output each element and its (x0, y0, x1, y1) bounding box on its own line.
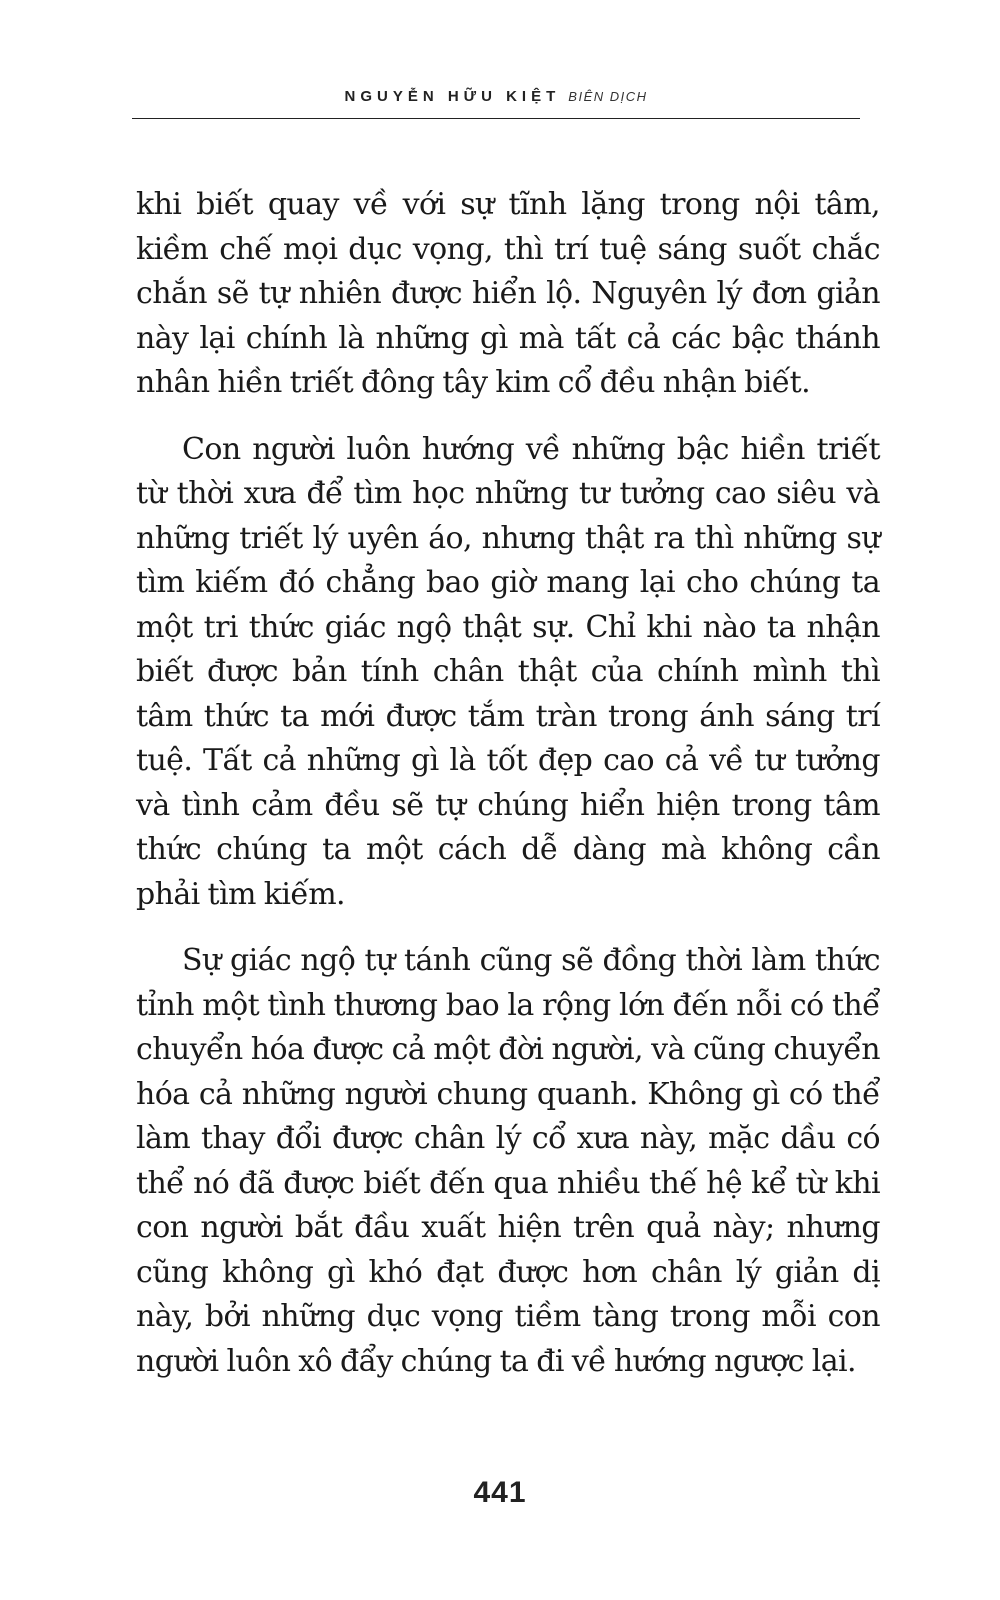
header-line (344, 88, 647, 106)
header-author-name: NGUYỄN HỮU KIỆT (344, 88, 561, 105)
paragraph-continued: khi biết quay về với sự tĩnh lặng trong nội tâm, kiềm chế mọi dục vọng, thì trí tuệ sáng suốt chắc chắn sẽ tự nhiên được hiển lộ. Nguyên lý đơn giản này lại chính là những gì mà tất cả các bậc thánh nhân hiền triết đông tây kim cổ đều nhận biết. (136, 187, 880, 400)
paragraph: Con người luôn hướng về những bậc hiền triết từ thời xưa để tìm học những tư tưởng cao siêu và những triết lý uyên áo, nhưng thật ra thì những sự tìm kiếm đó chẳng bao giờ mang lại cho chúng ta một tri thức giác ngộ thật sự. Chỉ khi nào ta nhận biết được bản tính chân thật của chính mình thì tâm thức ta mới được tắm tràn trong ánh sáng trí tuệ. Tất cả những gì là tốt đẹp cao cả về tư tưởng và tình cảm đều sẽ tự chúng hiển hiện trong tâm thức chúng ta một cách dễ dàng mà không cần phải tìm kiếm. (136, 431, 880, 912)
paragraph: Sự giác ngộ tự tánh cũng sẽ đồng thời làm thức tỉnh một tình thương bao la rộng lớn đến nỗi có thể chuyển hóa được cả một đời người, và cũng chuyển hóa cả những người chung quanh. Không gì có thể làm thay đổi được chân lý cổ xưa này, mặc dầu có thể nó đã được biết đến qua nhiều thế hệ kể từ khi con người bắt đầu xuất hiện trên quả này; nhưng cũng không gì khó đạt được hơn chân lý giản dị này, bởi những dục vọng tiềm tàng trong mỗi con người luôn xô đẩy chúng ta đi về hướng ngược lại. (136, 943, 880, 1379)
page-number: 441 (473, 1476, 527, 1509)
running-header (132, 86, 860, 119)
body-text (136, 183, 880, 1406)
header-role: BIÊN DỊCH (568, 89, 648, 104)
